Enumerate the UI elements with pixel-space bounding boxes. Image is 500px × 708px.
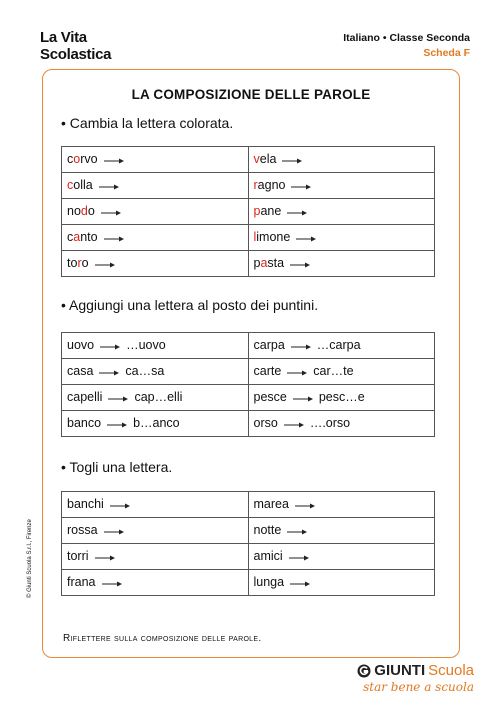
- table-row: [62, 411, 435, 437]
- exercise-table-2: [61, 332, 435, 437]
- table-row: [62, 333, 435, 359]
- word: amici: [253, 549, 283, 564]
- table-row: [62, 251, 435, 277]
- arrow-icon: [290, 257, 310, 271]
- word-part: rvo: [80, 152, 98, 167]
- exercise-cell: [62, 385, 249, 411]
- arrow-icon: [95, 257, 115, 271]
- fill-word: …carpa: [316, 338, 361, 353]
- arrow-icon: [110, 498, 130, 512]
- word-part: c: [67, 230, 74, 245]
- table-row: [62, 225, 435, 251]
- arrow-icon: [296, 231, 316, 245]
- colored-letter: r: [253, 178, 258, 193]
- word: banchi: [67, 497, 104, 512]
- arrow-icon: [108, 391, 128, 405]
- magazine-logo: [40, 29, 111, 63]
- fill-word: b…anco: [133, 416, 180, 431]
- table-row: [62, 147, 435, 173]
- fill-word: pesc…e: [318, 390, 365, 405]
- word: carpa: [253, 338, 285, 353]
- word: uovo: [67, 338, 95, 353]
- logo-line-2: Scolastica: [40, 46, 112, 63]
- colored-letter: d: [80, 204, 88, 219]
- exercise-cell: [62, 359, 249, 385]
- word: frana: [67, 575, 96, 590]
- table-row: [62, 173, 435, 199]
- table-row: [62, 570, 435, 596]
- arrow-icon: [102, 576, 122, 590]
- exercise-table-3: [61, 491, 435, 596]
- arrow-icon: [293, 391, 313, 405]
- word: orso: [253, 416, 278, 431]
- page-title: LA COMPOSIZIONE DELLE PAROLE: [131, 87, 371, 102]
- exercise-cell: [248, 544, 435, 570]
- table-row: [62, 199, 435, 225]
- arrow-icon: [287, 365, 307, 379]
- exercise-cell: [248, 225, 435, 251]
- header-info: [343, 31, 470, 61]
- brand-tagline: star bene a scuola: [363, 680, 474, 694]
- word-part: o: [81, 256, 89, 271]
- exercise-cell: [62, 225, 249, 251]
- word-part: agno: [257, 178, 286, 193]
- word-part: no: [67, 204, 81, 219]
- word: marea: [253, 497, 289, 512]
- exercise-cell: [62, 518, 249, 544]
- arrow-icon: [287, 524, 307, 538]
- arrow-icon: [295, 498, 315, 512]
- word: pesce: [253, 390, 287, 405]
- exercise-cell: [62, 147, 249, 173]
- word-part: c: [67, 152, 74, 167]
- exercise-cell: [248, 359, 435, 385]
- arrow-icon: [291, 339, 311, 353]
- word-part: sta: [267, 256, 285, 271]
- footer-note: Riflettere sulla composizione delle parole.: [63, 633, 262, 644]
- word: torri: [67, 549, 89, 564]
- colored-letter: o: [73, 152, 81, 167]
- arrow-icon: [99, 179, 119, 193]
- arrow-icon: [284, 417, 304, 431]
- exercise-cell: [62, 199, 249, 225]
- instruction-2: • Aggiungi una lettera al posto dei puntini.: [61, 297, 319, 313]
- colored-letter: a: [260, 256, 268, 271]
- exercise-cell: [62, 333, 249, 359]
- exercise-table-1: [61, 146, 435, 277]
- exercise-cell: [248, 518, 435, 544]
- arrow-icon: [282, 153, 302, 167]
- word-part: olla: [73, 178, 93, 193]
- exercise-cell: [248, 251, 435, 277]
- arrow-icon: [291, 179, 311, 193]
- word-part: o: [87, 204, 95, 219]
- fill-word: cap…elli: [134, 390, 183, 405]
- arrow-icon: [100, 339, 120, 353]
- colored-letter: v: [253, 152, 260, 167]
- table-row: [62, 492, 435, 518]
- exercise-cell: [248, 333, 435, 359]
- arrow-icon: [101, 205, 121, 219]
- fill-word: car…te: [313, 364, 354, 379]
- colored-letter: a: [73, 230, 81, 245]
- fill-word: ca…sa: [125, 364, 165, 379]
- exercise-cell: [62, 492, 249, 518]
- scheda-label: Scheda F: [423, 47, 470, 59]
- colored-letter: p: [253, 204, 261, 219]
- fill-word: …uovo: [126, 338, 166, 353]
- table-row: [62, 359, 435, 385]
- arrow-icon: [104, 524, 124, 538]
- word-part: ela: [259, 152, 277, 167]
- brand-name-2: Scuola: [428, 662, 474, 679]
- exercise-cell: [248, 411, 435, 437]
- logo-line-1: La Vita: [40, 29, 87, 46]
- brand-name: GIUNTI: [374, 662, 426, 679]
- exercise-cell: [62, 570, 249, 596]
- colored-letter: l: [253, 230, 257, 245]
- publisher-logo: [357, 662, 474, 694]
- word: rossa: [67, 523, 98, 538]
- word: lunga: [253, 575, 285, 590]
- arrow-icon: [99, 365, 119, 379]
- word: notte: [253, 523, 282, 538]
- exercise-cell: [248, 385, 435, 411]
- arrow-icon: [95, 550, 115, 564]
- word: capelli: [67, 390, 103, 405]
- arrow-icon: [290, 576, 310, 590]
- exercise-cell: [248, 570, 435, 596]
- instruction-1: • Cambia la lettera colorata.: [61, 115, 234, 131]
- exercise-cell: [62, 251, 249, 277]
- word: carte: [253, 364, 282, 379]
- fill-word: ….orso: [309, 416, 351, 431]
- arrow-icon: [287, 205, 307, 219]
- exercise-cell: [248, 147, 435, 173]
- word-part: nto: [80, 230, 98, 245]
- word-part: ane: [260, 204, 282, 219]
- arrow-icon: [289, 550, 309, 564]
- worksheet-card: [42, 69, 460, 658]
- table-row: [62, 544, 435, 570]
- exercise-cell: [248, 199, 435, 225]
- exercise-cell: [62, 544, 249, 570]
- exercise-cell: [62, 411, 249, 437]
- arrow-icon: [104, 153, 124, 167]
- colored-letter: c: [67, 178, 74, 193]
- arrow-icon: [104, 231, 124, 245]
- instruction-3: • Togli una lettera.: [61, 459, 173, 475]
- exercise-cell: [248, 492, 435, 518]
- exercise-cell: [62, 173, 249, 199]
- arrow-icon: [107, 417, 127, 431]
- exercise-cell: [248, 173, 435, 199]
- word-part: p: [253, 256, 261, 271]
- table-row: [62, 385, 435, 411]
- word: casa: [67, 364, 94, 379]
- subject-label: Italiano • Classe Seconda: [343, 32, 470, 44]
- copyright-text: © Giunti Scuola S.r.l., Firenze: [27, 519, 33, 598]
- word: banco: [67, 416, 102, 431]
- table-row: [62, 518, 435, 544]
- colored-letter: r: [77, 256, 82, 271]
- word-part: to: [67, 256, 78, 271]
- word-part: imone: [256, 230, 291, 245]
- giunti-g-icon: [357, 664, 371, 678]
